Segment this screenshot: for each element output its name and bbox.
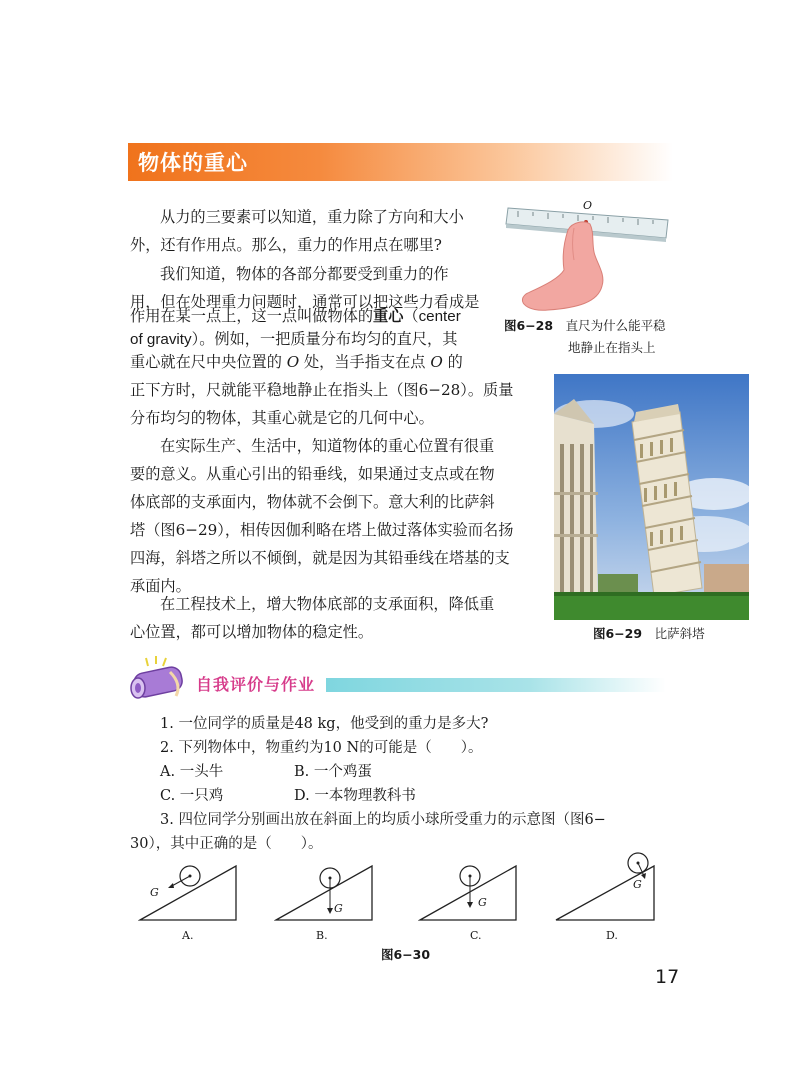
option-c: C. 一只鸡	[160, 788, 224, 804]
g-label-b: G	[334, 902, 343, 915]
question-1: 1. 一位同学的质量是48 kg，他受到的重力是多大?	[160, 716, 489, 732]
label-c: C.	[470, 929, 482, 942]
p3-line6: 承面内。	[130, 577, 191, 595]
question-3-line1: 3. 四位同学分别画出放在斜面上的均质小球所受重力的示意图（图6−	[160, 812, 606, 828]
scroll-icon	[126, 654, 192, 702]
p2-line7: 分布均匀的物体，其重心就是它的几何中心。	[130, 409, 434, 427]
p2-line5: 重心就在尺中央位置的 O 处，当手指支在点 O 的	[130, 353, 463, 371]
incline-d	[554, 848, 674, 924]
p3-line3: 体底部的支承面内，物体就不会倒下。意大利的比萨斜	[130, 493, 495, 511]
p3-line2: 要的意义。从重心引出的铅垂线，如果通过支点或在物	[130, 465, 495, 483]
p2-line1: 我们知道，物体的各部分都要受到重力的作	[160, 265, 449, 283]
fig-6-30-caption: 图6−30	[381, 947, 431, 962]
label-a: A.	[182, 929, 194, 942]
question-2: 2. 下列物体中，物重约为10 N的可能是（ ）。	[160, 740, 483, 756]
label-b: B.	[316, 929, 328, 942]
g-label-c: G	[478, 896, 487, 909]
section-title: 物体的重心	[138, 151, 248, 175]
section-header	[128, 143, 673, 181]
p1-line1: 从力的三要素可以知道，重力除了方向和大小	[160, 208, 464, 226]
option-d: D. 一本物理教科书	[294, 788, 416, 804]
option-a: A. 一头牛	[160, 764, 224, 780]
p3-line4: 塔（图6−29），相传因伽利略在塔上做过落体实验而名扬	[130, 521, 514, 539]
ruler-on-finger-figure	[498, 190, 688, 315]
p3-line5: 四海，斜塔之所以不倾倒，就是因为其铅垂线在塔基的支	[130, 549, 510, 567]
page-number: 17	[655, 966, 680, 988]
pisa-tower-photo	[554, 374, 749, 620]
question-3-line2: 30），其中正确的是（ ）。	[130, 836, 323, 852]
g-label-a: G	[150, 886, 159, 899]
exercise-header-title: 自我评价与作业	[196, 675, 316, 694]
incline-c	[418, 854, 548, 924]
fig-6-29-caption: 图6−29 比萨斜塔	[593, 626, 705, 641]
p4-line2: 心位置，都可以增加物体的稳定性。	[130, 623, 373, 641]
p4-line1: 在工程技术上，增大物体底部的支承面积，降低重	[160, 595, 495, 613]
fig-6-28-caption: 图6−28 直尺为什么能平稳	[504, 318, 666, 333]
option-b: B. 一个鸡蛋	[294, 764, 372, 780]
term-center-of-gravity: 重心	[373, 307, 404, 325]
exercise-header-bar	[326, 678, 666, 692]
p1-line2: 外，还有作用点。那么，重力的作用点在哪里?	[130, 236, 442, 254]
ruler-o-label: O	[583, 199, 593, 212]
p2-line4: of gravity）。例如，一把质量分布均匀的直尺，其	[130, 331, 458, 348]
label-d: D.	[606, 929, 618, 942]
g-label-d: G	[633, 878, 642, 891]
p2-line6: 正下方时，尺就能平稳地静止在指头上（图6−28）。质量	[130, 381, 514, 399]
p2-line3: 作用在某一点上，这一点叫做物体的重心（center	[130, 307, 461, 325]
fig-6-28-caption-line2: 地静止在指头上	[568, 340, 656, 355]
p2-line2: 用，但在处理重力问题时，通常可以把这些力看成是	[130, 293, 480, 311]
p3-line1: 在实际生产、生活中，知道物体的重心位置有很重	[160, 437, 495, 455]
